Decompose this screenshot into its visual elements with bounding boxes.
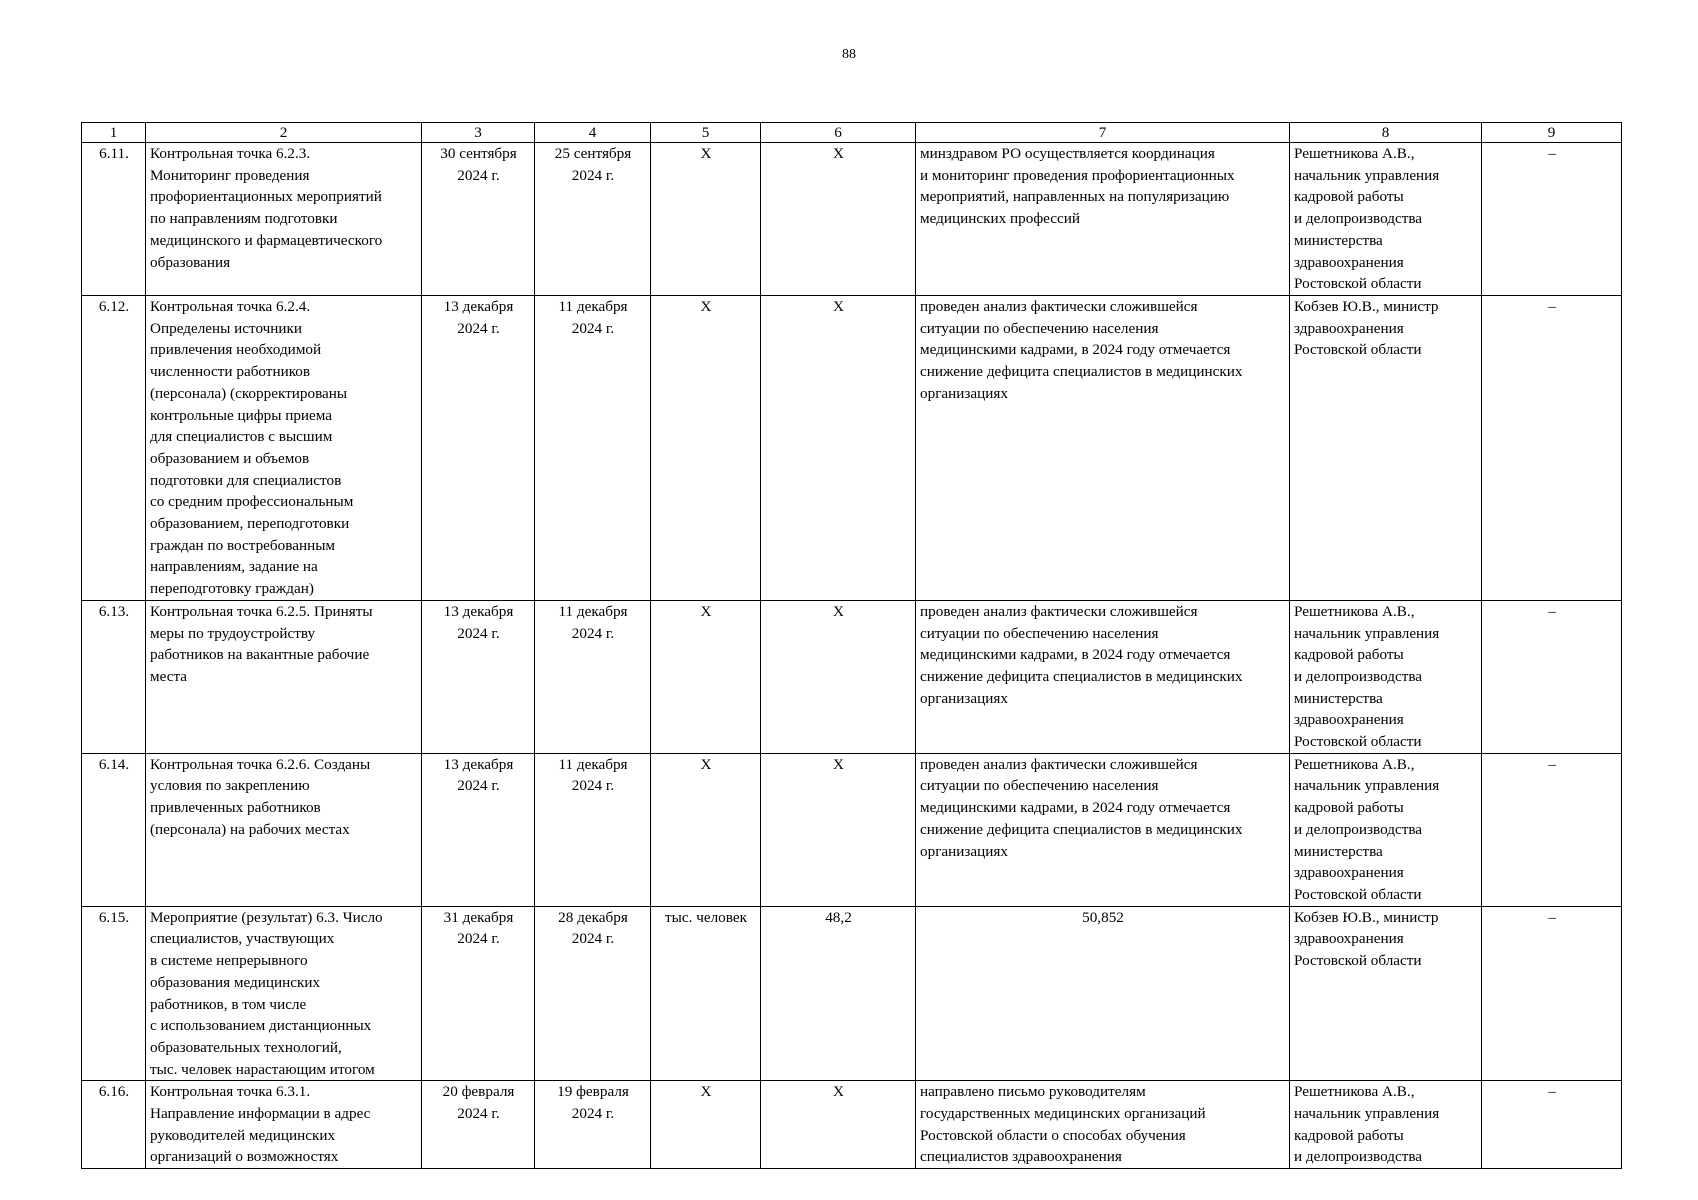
responsible-line: здравоохранения [1294, 253, 1404, 271]
note-cell: – [1482, 1081, 1622, 1169]
description-line: (персонала) на рабочих местах [150, 820, 350, 838]
note-cell: – [1482, 906, 1622, 1081]
responsible-line: и делопроизводства [1294, 1148, 1423, 1166]
column-header: 6 [761, 123, 916, 143]
result-line: Ростовской области о способах обучения [920, 1126, 1186, 1144]
result-line: снижение дефицита специалистов в медицинских [920, 820, 1243, 838]
result-line: снижение дефицита специалистов в медицинских [920, 363, 1243, 381]
unit-cell: Х [651, 296, 761, 601]
note-cell: – [1482, 143, 1622, 296]
description-line: образованием, переподготовки [150, 515, 350, 533]
date-line: 13 декабря [443, 298, 514, 315]
row-number: 6.15. [82, 906, 146, 1081]
responsible-line: Ростовской области [1294, 733, 1422, 751]
unit-cell: тыс. человек [651, 906, 761, 1081]
responsible-cell [1290, 143, 1482, 296]
planned-date [422, 753, 535, 906]
responsible-line: Кобзев Ю.В., министр [1294, 908, 1439, 926]
result-line: государственных медицинских организаций [920, 1105, 1206, 1123]
column-header: 4 [535, 123, 651, 143]
row-description [146, 1081, 422, 1169]
actual-date [535, 1081, 651, 1169]
result-line: организациях [920, 842, 1008, 860]
responsible-line: Ростовской области [1294, 952, 1422, 970]
row-description [146, 143, 422, 296]
description-line: Контрольная точка 6.2.4. [150, 298, 311, 315]
column-header: 2 [146, 123, 422, 143]
description-line: организаций о возможностях [150, 1148, 339, 1166]
unit-cell: Х [651, 1081, 761, 1169]
result-line: организациях [920, 689, 1008, 707]
note-cell: – [1482, 753, 1622, 906]
plan-value-cell: Х [761, 296, 916, 601]
responsible-line: начальник управления [1294, 166, 1440, 184]
description-line: руководителей медицинских [150, 1126, 336, 1144]
plan-value-cell: Х [761, 600, 916, 753]
responsible-line: и делопроизводства [1294, 667, 1423, 685]
result-cell [916, 143, 1290, 296]
result-cell [916, 753, 1290, 906]
description-line: привлечения необходимой [150, 341, 322, 359]
result-cell [916, 600, 1290, 753]
date-line: 2024 г. [571, 1105, 615, 1123]
description-line: граждан по востребованным [150, 536, 336, 554]
result-line: направлено письмо руководителям [920, 1083, 1146, 1101]
date-line: 2024 г. [457, 1105, 500, 1123]
date-line: 2024 г. [571, 624, 615, 642]
date-line: 2024 г. [457, 777, 500, 795]
note-cell: – [1482, 600, 1622, 753]
row-number: 6.14. [82, 753, 146, 906]
result-line: минздравом РО осуществляется координация [920, 145, 1215, 162]
responsible-line: Решетникова А.В., [1294, 145, 1415, 162]
row-number: 6.13. [82, 600, 146, 753]
row-description [146, 600, 422, 753]
date-line: 19 февраля [557, 1083, 629, 1101]
result-line: 50,852 [1082, 908, 1124, 926]
result-line: медицинскими кадрами, в 2024 году отмечается [920, 799, 1231, 817]
planned-date [422, 143, 535, 296]
actual-date [535, 600, 651, 753]
date-line: 31 декабря [443, 908, 514, 926]
description-line: меры по трудоустройству [150, 624, 316, 642]
date-line: 28 декабря [558, 908, 628, 926]
result-line: медицинскими кадрами, в 2024 году отмечается [920, 341, 1231, 359]
row-number: 6.12. [82, 296, 146, 601]
note-cell: – [1482, 296, 1622, 601]
plan-value-cell: Х [761, 1081, 916, 1169]
column-header: 9 [1482, 123, 1622, 143]
page-number: 88 [842, 47, 856, 62]
description-line: Мероприятие (результат) 6.3. Число [150, 908, 383, 926]
description-line: (персонала) (скорректированы [150, 384, 348, 402]
responsible-line: здравоохранения [1294, 864, 1404, 882]
description-line: Контрольная точка 6.2.5. Приняты [150, 602, 373, 620]
description-line: контрольные цифры приема [150, 406, 333, 424]
planned-date [422, 600, 535, 753]
responsible-line: министерства [1294, 842, 1383, 860]
date-line: 2024 г. [457, 624, 500, 642]
responsible-line: кадровой работы [1294, 646, 1404, 664]
description-line: в системе непрерывного [150, 952, 308, 970]
plan-value-cell: Х [761, 753, 916, 906]
date-line: 30 сентября [440, 145, 517, 162]
row-description [146, 906, 422, 1081]
responsible-line: Кобзев Ю.В., министр [1294, 298, 1439, 315]
date-line: 11 декабря [558, 755, 628, 773]
table-row [82, 296, 1622, 601]
responsible-line: министерства [1294, 689, 1383, 707]
row-description [146, 296, 422, 601]
responsible-line: кадровой работы [1294, 188, 1404, 206]
result-line: ситуации по обеспечению населения [920, 777, 1159, 795]
result-line: организациях [920, 384, 1008, 402]
plan-value-cell: 48,2 [761, 906, 916, 1081]
result-cell [916, 906, 1290, 1081]
responsible-line: начальник управления [1294, 1105, 1440, 1123]
date-line: 2024 г. [571, 777, 615, 795]
responsible-line: здравоохранения [1294, 711, 1404, 729]
responsible-cell [1290, 906, 1482, 1081]
column-header: 5 [651, 123, 761, 143]
description-line: Определены источники [150, 319, 303, 337]
date-line: 25 сентября [554, 145, 632, 162]
responsible-line: начальник управления [1294, 624, 1440, 642]
date-line: 13 декабря [443, 755, 514, 773]
responsible-line: Ростовской области [1294, 341, 1422, 359]
date-line: 2024 г. [571, 930, 615, 948]
responsible-line: Решетникова А.В., [1294, 755, 1415, 773]
date-line: 13 декабря [443, 602, 514, 620]
description-line: Мониторинг проведения [150, 166, 310, 184]
responsible-cell [1290, 753, 1482, 906]
description-line: работников, в том числе [150, 995, 307, 1013]
description-line: специалистов, участвующих [150, 930, 335, 948]
responsible-line: Ростовской области [1294, 275, 1422, 293]
responsible-cell [1290, 600, 1482, 753]
unit-cell: Х [651, 753, 761, 906]
date-line: 2024 г. [457, 930, 500, 948]
description-line: образовательных технологий, [150, 1038, 342, 1056]
unit-cell: Х [651, 600, 761, 753]
description-line: со средним профессиональным [150, 493, 354, 511]
description-line: Контрольная точка 6.3.1. [150, 1083, 311, 1101]
description-line: переподготовку граждан) [150, 580, 314, 598]
row-description [146, 753, 422, 906]
actual-date [535, 906, 651, 1081]
table-row [82, 753, 1622, 906]
result-line: специалистов здравоохранения [920, 1148, 1122, 1166]
responsible-line: здравоохранения [1294, 930, 1404, 948]
row-number: 6.16. [82, 1081, 146, 1169]
result-cell [916, 1081, 1290, 1169]
result-line: медицинских профессий [920, 210, 1081, 228]
table-row [82, 906, 1622, 1081]
description-line: с использованием дистанционных [150, 1017, 372, 1035]
responsible-line: здравоохранения [1294, 319, 1404, 337]
responsible-line: кадровой работы [1294, 1126, 1404, 1144]
result-line: мероприятий, направленных на популяризацию [920, 188, 1230, 206]
responsible-line: начальник управления [1294, 777, 1440, 795]
row-number: 6.11. [82, 143, 146, 296]
date-line: 2024 г. [571, 166, 615, 184]
responsible-line: и делопроизводства [1294, 820, 1423, 838]
result-line: проведен анализ фактически сложившейся [920, 755, 1198, 773]
description-line: Направление информации в адрес [150, 1105, 371, 1123]
planned-date [422, 1081, 535, 1169]
responsible-line: Решетникова А.В., [1294, 602, 1415, 620]
date-line: 20 февраля [442, 1083, 515, 1101]
table-row [82, 143, 1622, 296]
responsible-line: кадровой работы [1294, 799, 1404, 817]
table-row [82, 1081, 1622, 1169]
column-header: 7 [916, 123, 1290, 143]
description-line: места [150, 667, 188, 685]
responsible-line: Решетникова А.В., [1294, 1083, 1415, 1101]
description-line: по направлениям подготовки [150, 210, 338, 228]
actual-date [535, 753, 651, 906]
description-line: работников на вакантные рабочие [150, 646, 370, 664]
description-line: Контрольная точка 6.2.3. [150, 145, 311, 162]
description-line: образования медицинских [150, 973, 321, 991]
result-line: медицинскими кадрами, в 2024 году отмечается [920, 646, 1231, 664]
responsible-cell [1290, 296, 1482, 601]
description-line: Контрольная точка 6.2.6. Созданы [150, 755, 371, 773]
result-line: снижение дефицита специалистов в медицинских [920, 667, 1243, 685]
date-line: 2024 г. [457, 166, 500, 184]
unit-cell: Х [651, 143, 761, 296]
planned-date [422, 296, 535, 601]
description-line: образования [150, 253, 231, 271]
description-line: медицинского и фармацевтического [150, 231, 383, 249]
planned-date [422, 906, 535, 1081]
responsible-line: Ростовской области [1294, 885, 1422, 903]
responsible-line: и делопроизводства [1294, 210, 1423, 228]
result-line: проведен анализ фактически сложившейся [920, 298, 1198, 315]
result-line: проведен анализ фактически сложившейся [920, 602, 1198, 620]
actual-date [535, 143, 651, 296]
description-line: для специалистов с высшим [150, 428, 333, 446]
date-line: 2024 г. [457, 319, 500, 337]
description-line: привлеченных работников [150, 799, 321, 817]
result-line: и мониторинг проведения профориентационных [920, 166, 1235, 184]
description-line: подготовки для специалистов [150, 471, 342, 489]
responsible-cell [1290, 1081, 1482, 1169]
actual-date [535, 296, 651, 601]
result-cell [916, 296, 1290, 601]
result-line: ситуации по обеспечению населения [920, 624, 1159, 642]
table-row [82, 600, 1622, 753]
header-row [82, 123, 1622, 143]
description-line: направлениям, задание на [150, 558, 318, 576]
description-line: профориентационных мероприятий [150, 188, 382, 206]
description-line: численности работников [150, 363, 311, 381]
responsible-line: министерства [1294, 231, 1383, 249]
result-line: ситуации по обеспечению населения [920, 319, 1159, 337]
date-line: 11 декабря [558, 602, 628, 620]
date-line: 2024 г. [571, 319, 615, 337]
report-table [81, 122, 1622, 1169]
column-header: 3 [422, 123, 535, 143]
description-line: тыс. человек нарастающим итогом [150, 1060, 375, 1078]
column-header: 8 [1290, 123, 1482, 143]
description-line: образованием и объемов [150, 449, 310, 467]
column-header: 1 [82, 123, 146, 143]
date-line: 11 декабря [558, 298, 628, 315]
plan-value-cell: Х [761, 143, 916, 296]
description-line: условия по закреплению [150, 777, 310, 795]
